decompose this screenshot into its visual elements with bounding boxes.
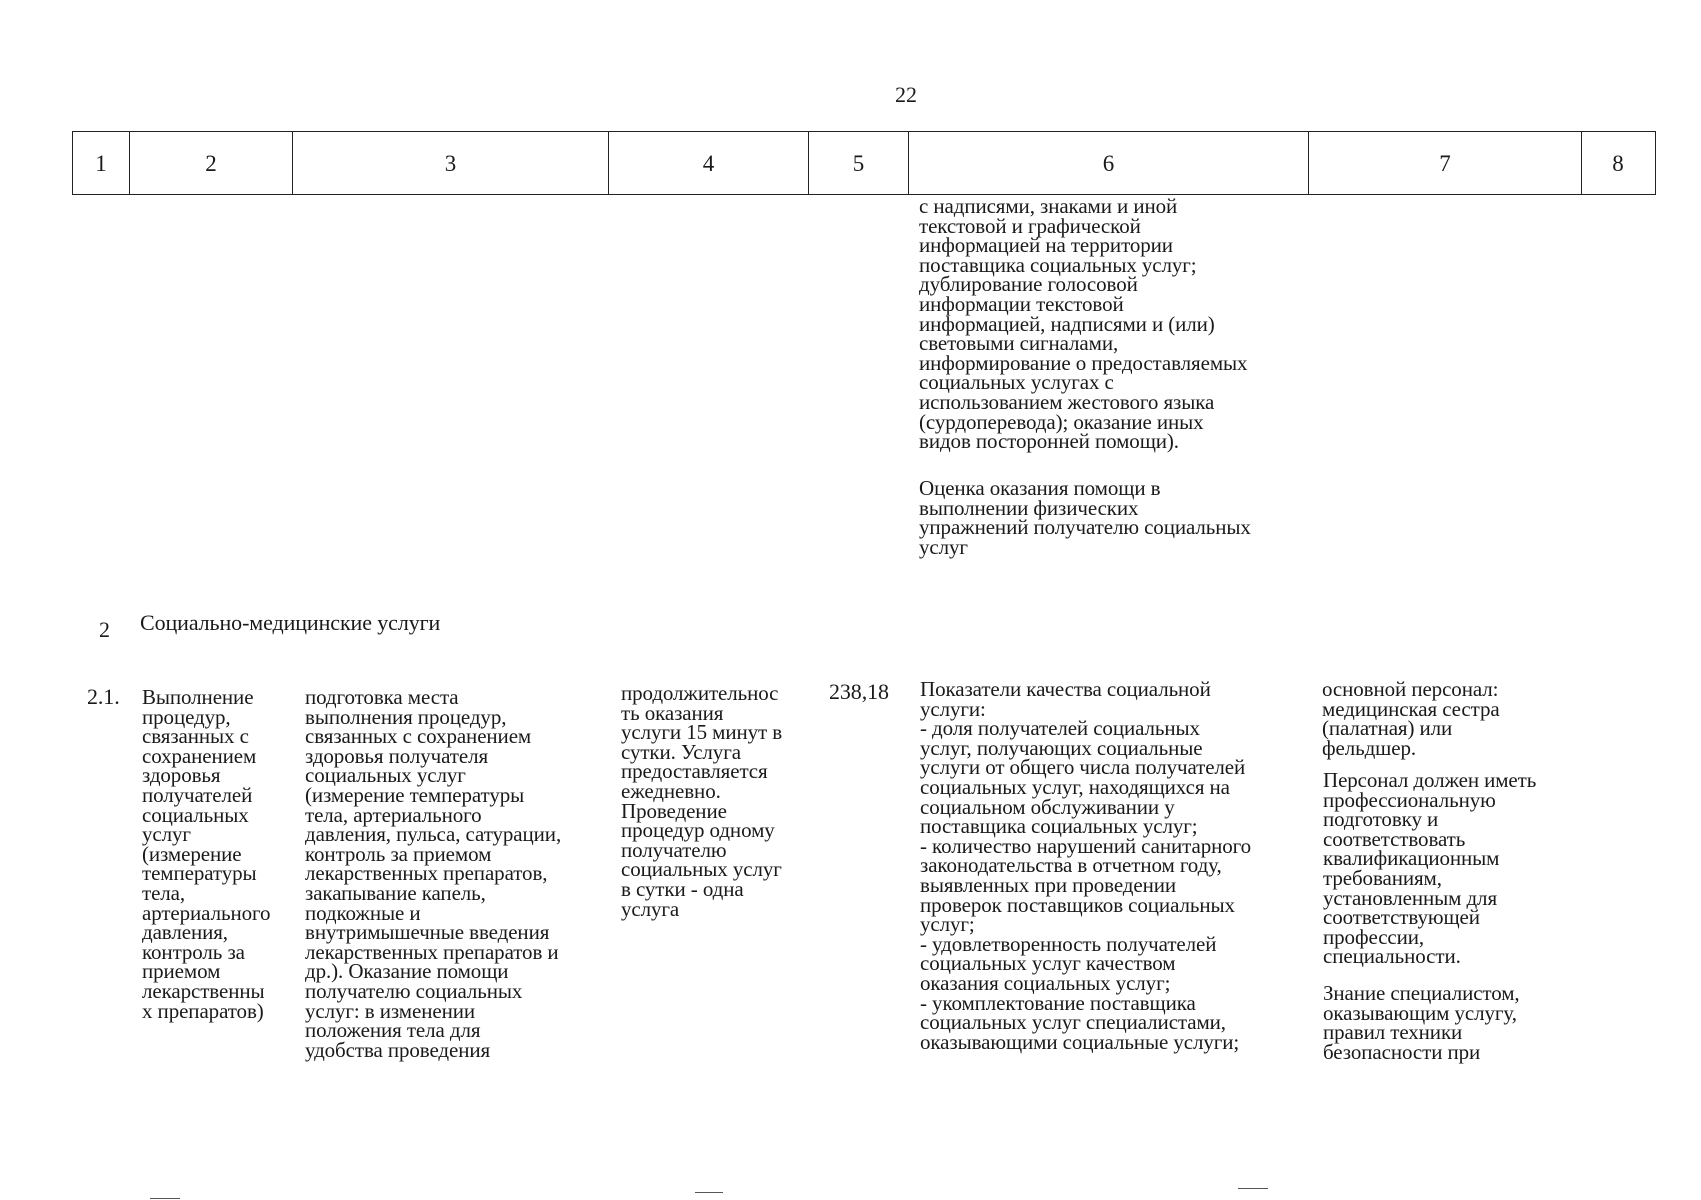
row-service-name: Выполнение процедур, связанных с сохранением здоровья получателей социальных услуг (измерение температуры тела, артериального давления, контроль за приемом лекарственны х препаратов): [142, 685, 271, 1023]
row-tariff: 238,18: [829, 679, 889, 704]
header-col-4: 4: [608, 132, 808, 194]
header-col-1: 1: [95, 151, 107, 176]
scan-artifact: [695, 1192, 723, 1193]
section-title: Социально-медицинские услуги: [140, 610, 441, 635]
continuation-col6-text: с надписями, знаками и иной текстовой и графической информацией на территории поставщика социальных услуг; дублирование голосовой информации текстовой информацией, надписями и (или) световыми сигналами, информирование о предоставляемых социальных услугах с использованием жестового языка (сурдоперевода); оказание иных видов посторонней помощи).: [919, 194, 1248, 454]
row-service-terms: продолжительнос ть оказания услуги 15 минут в сутки. Услуга предоставляется ежедневно. Проведение процедур одному получателю социальных услуг в сутки - одна услуга: [621, 681, 783, 921]
row-staff-knowledge: Знание специалистом, оказывающим услугу, правил техники безопасности при: [1323, 981, 1520, 1064]
header-col-7: 7: [1308, 132, 1581, 194]
page-number: 22: [895, 82, 917, 107]
header-col-2: 2: [129, 132, 292, 194]
row-staff-qualification: Персонал должен иметь профессиональную подготовку и соответствовать квалификационным требованиям, установленным для соответствующей профессии, специальности.: [1323, 768, 1537, 969]
row-service-content: подготовка места выполнения процедур, связанных с сохранением здоровья получателя социальных услуг (измерение температуры тела, артериального давления, пульса, сатурации, контроль за приемом лекарственных препаратов, закапывание капель, подкожные и внутримышечные введения лекарственных препаратов и др.). Оказание помощи получателю социальных услуг: в изменении положения тела для удобства проведения: [305, 685, 562, 1062]
header-col-5: 5: [808, 132, 908, 194]
scan-artifact: [1238, 1188, 1268, 1189]
section-number: 2: [99, 617, 110, 642]
header-col-8: 8: [1581, 132, 1654, 194]
continuation-col6-assessment: Оценка оказания помощи в выполнении физических упражнений получателю социальных услуг: [919, 476, 1251, 559]
row-number: 2.1.: [87, 684, 120, 709]
header-col-3: 3: [292, 132, 608, 194]
header-col-6: 6: [908, 132, 1308, 194]
row-quality-indicators: Показатели качества социальной услуги: - доля получателей социальных услуг, получающих социальные услуги от общего числа получателей социальных услуг, находящихся на социальном обслуживании у поставщика социальных услуг; - количество нарушений санитарного законодательства в отчетном году, выявленных при проведении проверок поставщиков социальных услуг; - удовлетворенность получателей социальных услуг качеством оказания социальных услуг; - укомплектование поставщика социальных услуг специалистами, оказывающими социальные услуги;: [920, 677, 1252, 1054]
scan-artifact: [150, 1198, 180, 1199]
table-header-row: [72, 131, 1656, 195]
row-staff-primary: основной персонал: медицинская сестра (палатная) или фельдшер.: [1322, 677, 1500, 760]
